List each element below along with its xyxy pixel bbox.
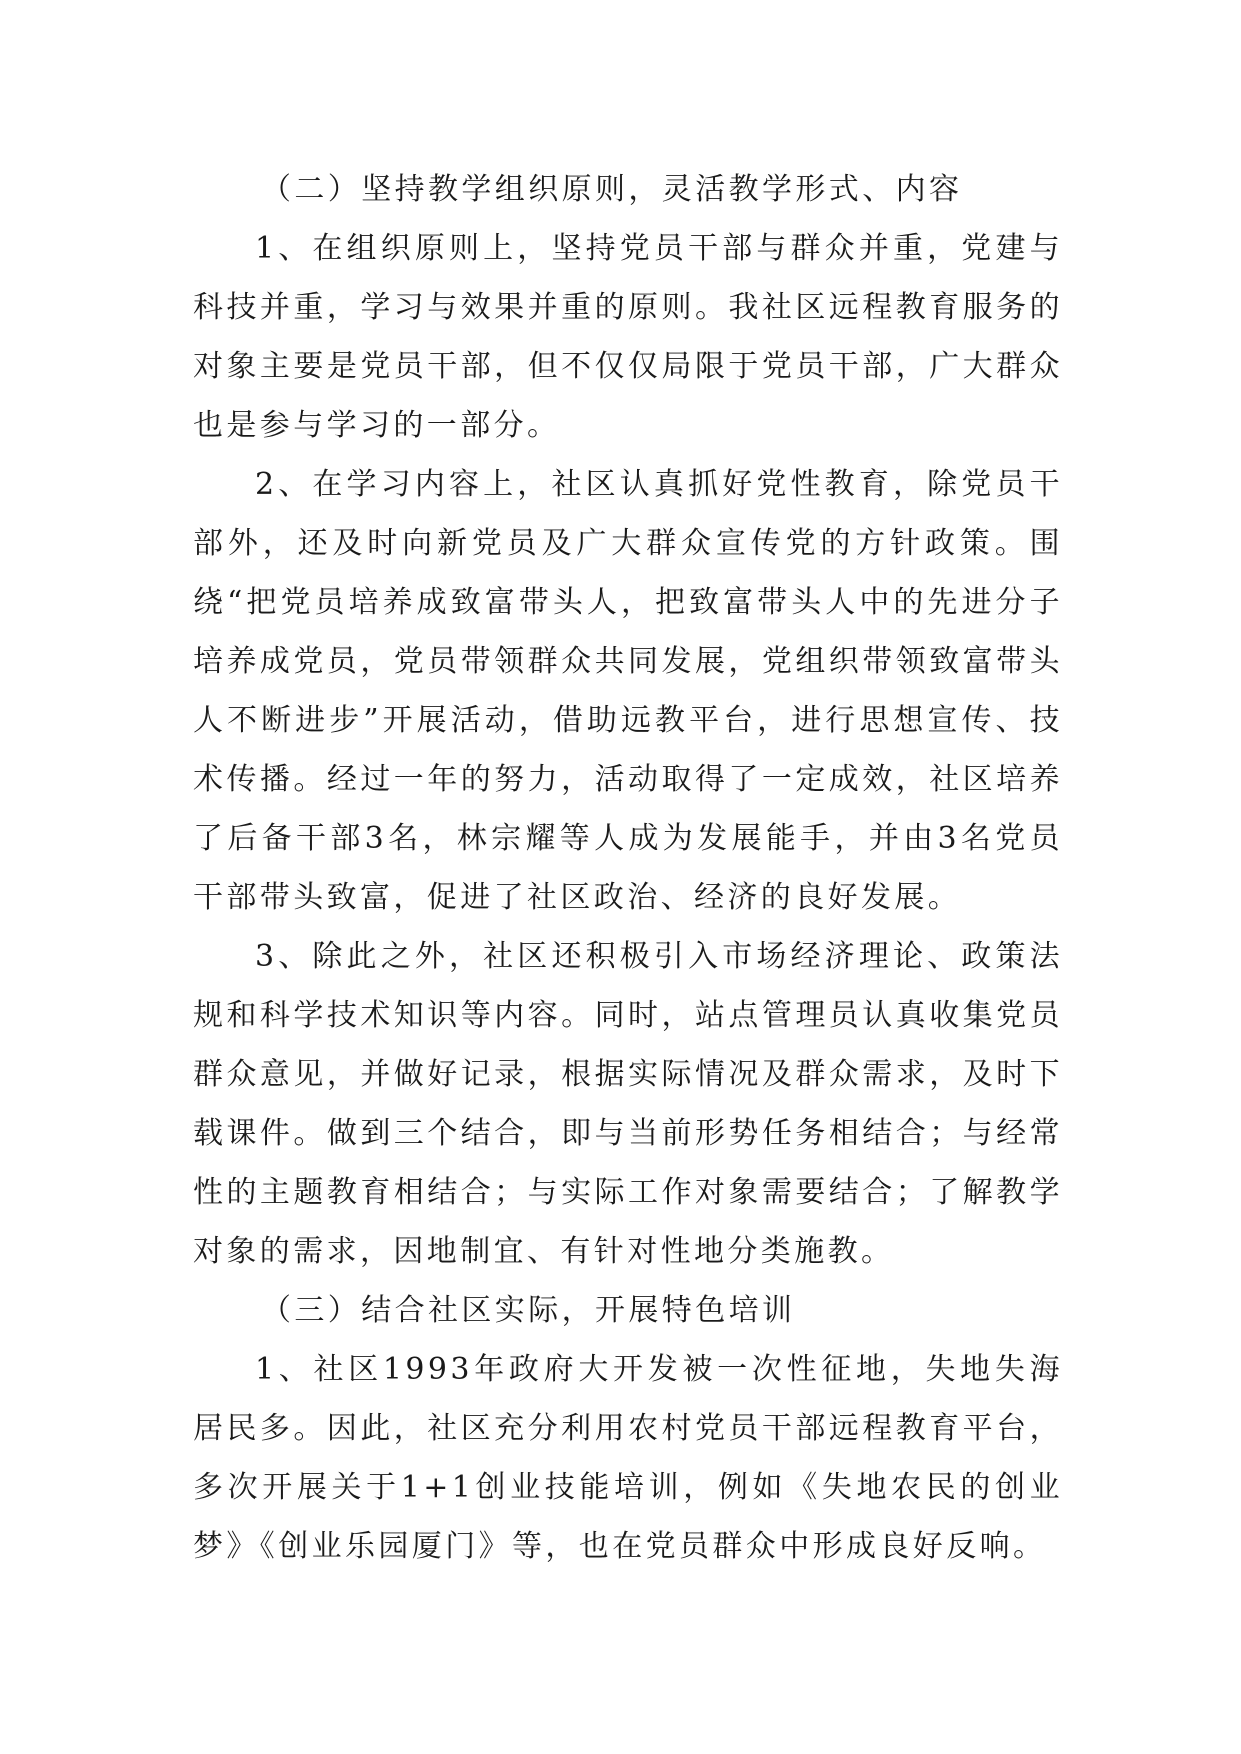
paragraph-3-1: 1、社区1993年政府大开发被一次性征地，失地失海居民多。因此，社区充分利用农村党员干部远程教育平台，多次开展关于1+1创业技能培训，例如《失地农民的创业梦》《创业乐园厦门》等，也在党员群众中形成良好反响。: [193, 1352, 1063, 1564]
paragraph-2-3: 3、除此之外，社区还积极引入市场经济理论、政策法规和科学技术知识等内容。同时，站点管理员认真收集党员群众意见，并做好记录，根据实际情况及群众需求，及时下载课件。做到三个结合，即与当前形势任务相结合；与经常性的主题教育相结合；与实际工作对象需要结合；了解教学对象的需求，因地制宜、有针对性地分类施教。: [193, 939, 1063, 1269]
paragraph-2-2: 2、在学习内容上，社区认真抓好党性教育，除党员干部外，还及时向新党员及广大群众宣传党的方针政策。围绕“把党员培养成致富带头人，把致富带头人中的先进分子培养成党员，党员带领群众共同发展，党组织带领致富带头人不断进步”开展活动，借助远教平台，进行思想宣传、技术传播。经过一年的努力，活动取得了一定成效，社区培养了后备干部3名，林宗耀等人成为发展能手，并由3名党员干部带头致富，促进了社区政治、经济的良好发展。: [193, 467, 1063, 915]
paragraph-2-1: 1、在组织原则上，坚持党员干部与群众并重，党建与科技并重，学习与效果并重的原则。我社区远程教育服务的对象主要是党员干部，但不仅仅局限于党员干部，广大群众也是参与学习的一部分。: [193, 231, 1063, 443]
section-heading-2: （二）坚持教学组织原则，灵活教学形式、内容: [261, 172, 963, 207]
section-heading-3: （三）结合社区实际，开展特色培训: [261, 1293, 796, 1328]
document-body: [193, 160, 1063, 1576]
